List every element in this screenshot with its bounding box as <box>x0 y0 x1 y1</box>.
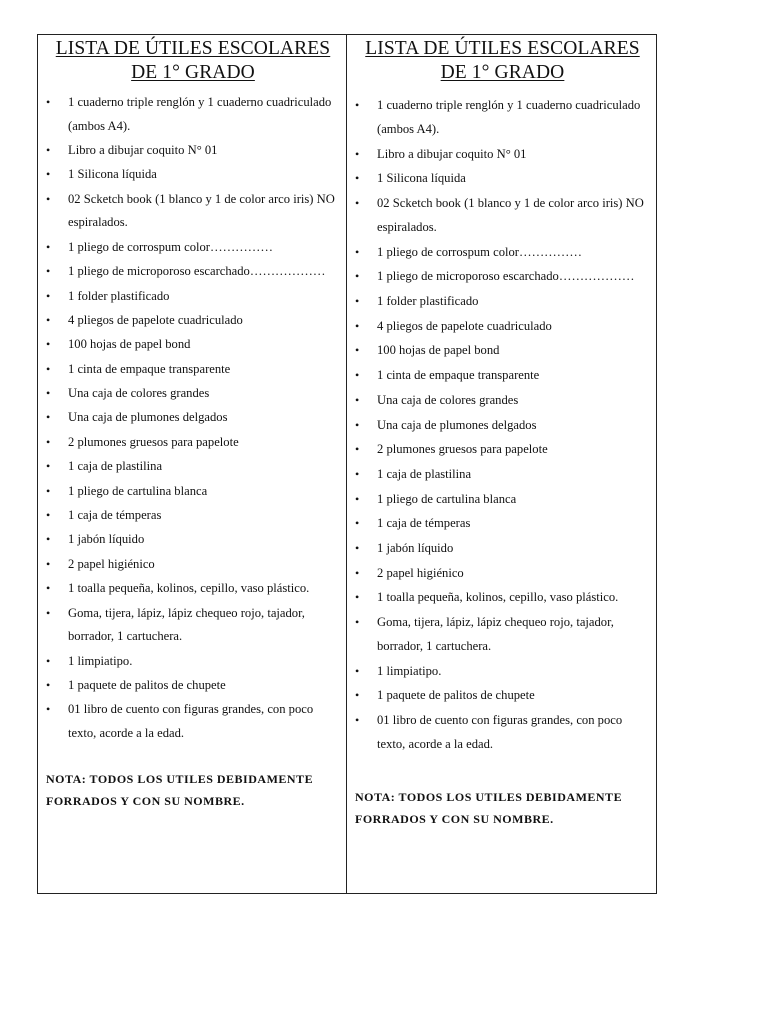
list-item: • 01 libro de cuento con figuras grandes, con poco texto, acorde a la edad. <box>46 698 340 745</box>
list-item: • 1 pliego de corrospum color…………… <box>46 236 340 260</box>
list-item: • 1 limpiatipo. <box>46 650 340 674</box>
list-item: • 1 caja de témperas <box>355 512 650 536</box>
list-title <box>355 37 650 85</box>
list-item: • Una caja de colores grandes <box>355 389 650 413</box>
list-item: • 1 toalla pequeña, kolinos, cepillo, vaso plástico. <box>46 577 340 601</box>
list-item: • Goma, tijera, lápiz, lápiz chequeo rojo, tajador, borrador, 1 cartuchera. <box>355 611 650 659</box>
list-item: • 2 papel higiénico <box>355 562 650 586</box>
list-item: • Goma, tijera, lápiz, lápiz chequeo rojo, tajador, borrador, 1 cartuchera. <box>46 602 340 649</box>
list-item: • 2 papel higiénico <box>46 553 340 577</box>
list-item: • 1 Silicona líquida <box>46 163 340 187</box>
note-text: NOTA: TODOS LOS UTILES DEBIDAMENTE FORRADOS Y CON SU NOMBRE. <box>46 771 314 808</box>
list-title-line2: DE 1° GRADO <box>440 62 565 83</box>
list-item: • 1 caja de témperas <box>46 504 340 528</box>
list-item: • Una caja de colores grandes <box>46 382 340 406</box>
list-item: • 2 plumones gruesos para papelote <box>46 431 340 455</box>
list-item: • 2 plumones gruesos para papelote <box>355 438 650 462</box>
list-item: • 1 jabón líquido <box>46 528 340 552</box>
list-title-line1: LISTA DE ÚTILES ESCOLARES <box>365 38 640 59</box>
list-item: • 01 libro de cuento con figuras grandes, con poco texto, acorde a la edad. <box>355 709 650 757</box>
supply-list-right-column <box>347 35 656 893</box>
list-item: • 1 pliego de cartulina blanca <box>355 488 650 512</box>
list-item: • 1 cinta de empaque transparente <box>46 358 340 382</box>
list-item: • Libro a dibujar coquito N° 01 <box>46 139 340 163</box>
list-item: • 1 jabón líquido <box>355 537 650 561</box>
list-item: • 4 pliegos de papelote cuadriculado <box>46 309 340 333</box>
list-item: • 100 hojas de papel bond <box>355 339 650 363</box>
supply-items-list <box>46 91 340 746</box>
list-item: • 1 caja de plastilina <box>355 463 650 487</box>
list-item: • 1 folder plastificado <box>46 285 340 309</box>
list-item: • 1 pliego de microporoso escarchado……………… <box>355 265 650 289</box>
list-item: • 02 Scketch book (1 blanco y 1 de color arco iris) NO espiralados. <box>46 188 340 235</box>
list-item: • 100 hojas de papel bond <box>46 333 340 357</box>
list-item: • 1 cuaderno triple renglón y 1 cuaderno cuadriculado (ambos A4). <box>46 91 340 138</box>
note-text: NOTA: TODOS LOS UTILES DEBIDAMENTE FORRADOS Y CON SU NOMBRE. <box>355 790 623 826</box>
list-item: • 1 cinta de empaque transparente <box>355 364 650 388</box>
list-title-line2: DE 1° GRADO <box>131 62 255 83</box>
list-item: • 1 caja de plastilina <box>46 455 340 479</box>
list-item: • 1 toalla pequeña, kolinos, cepillo, vaso plástico. <box>355 586 650 610</box>
list-item: • 1 pliego de corrospum color…………… <box>355 241 650 265</box>
list-item: • Libro a dibujar coquito N° 01 <box>355 143 650 167</box>
list-item: • 1 folder plastificado <box>355 290 650 314</box>
list-item: • 02 Scketch book (1 blanco y 1 de color arco iris) NO espiralados. <box>355 192 650 240</box>
list-title-line1: LISTA DE ÚTILES ESCOLARES <box>55 38 331 59</box>
list-item: • Una caja de plumones delgados <box>355 414 650 438</box>
supply-list-left-column <box>38 35 347 893</box>
list-item: • 1 cuaderno triple renglón y 1 cuaderno cuadriculado (ambos A4). <box>355 94 650 142</box>
list-title <box>46 37 340 85</box>
list-item: • Una caja de plumones delgados <box>46 406 340 430</box>
list-item: • 1 pliego de microporoso escarchado……………… <box>46 260 340 284</box>
list-item: • 1 paquete de palitos de chupete <box>355 684 650 708</box>
list-item: • 4 pliegos de papelote cuadriculado <box>355 315 650 339</box>
list-item: • 1 limpiatipo. <box>355 660 650 684</box>
supply-items-list <box>355 94 650 757</box>
list-item: • 1 Silicona líquida <box>355 167 650 191</box>
supply-list-table <box>37 34 657 894</box>
list-item: • 1 paquete de palitos de chupete <box>46 674 340 698</box>
list-item: • 1 pliego de cartulina blanca <box>46 480 340 504</box>
